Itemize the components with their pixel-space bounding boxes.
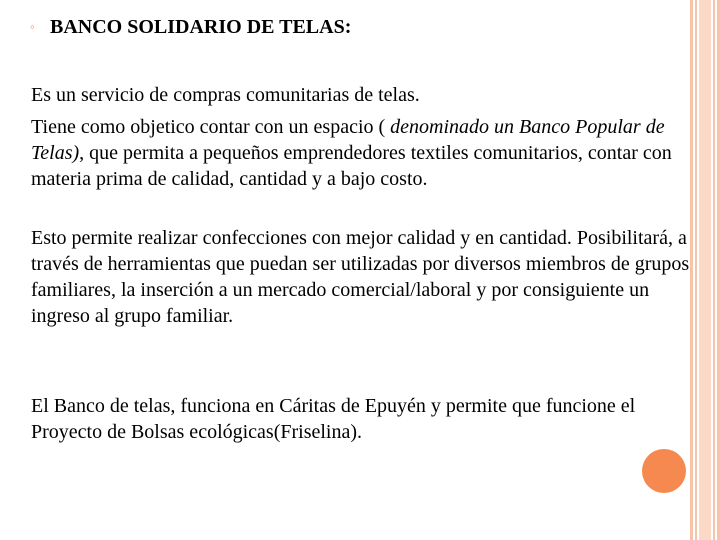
decorative-orange-circle <box>642 449 686 493</box>
objective-text-italic: denominado un Banco Popular de Telas) <box>31 116 665 164</box>
border-stripe <box>695 0 697 540</box>
heading-line <box>30 14 351 40</box>
border-stripe <box>713 0 715 540</box>
bullet-icon: ◦ <box>30 19 35 34</box>
border-stripe <box>690 0 693 540</box>
slide-heading: BANCO SOLIDARIO DE TELAS: <box>50 16 352 38</box>
border-stripe <box>699 0 711 540</box>
objective-text-2: , que permita a pequeños emprendedores textiles comunitarios, contar con materia prima de calidad, cantidad y a bajo costo. <box>31 142 672 190</box>
decorative-right-border <box>690 0 720 540</box>
paragraph-service: Es un servicio de compras comunitarias de telas. <box>31 84 420 106</box>
paragraph-objective <box>31 114 691 192</box>
paragraph-location: El Banco de telas, funciona en Cáritas de Epuyén y permite que funcione el Proyecto de Bolsas ecológicas(Friselina). <box>31 395 636 443</box>
objective-text-1: Tiene como objetico contar con un espacio ( <box>31 116 386 138</box>
paragraph-benefits: Esto permite realizar confecciones con mejor calidad y en cantidad. Posibilitará, a través de herramientas que puedan ser utilizadas por diversos miembros de grupos familiares, la inserción a un mercado comercial/laboral y por consiguiente un ingreso al grupo familiar. <box>31 227 690 327</box>
